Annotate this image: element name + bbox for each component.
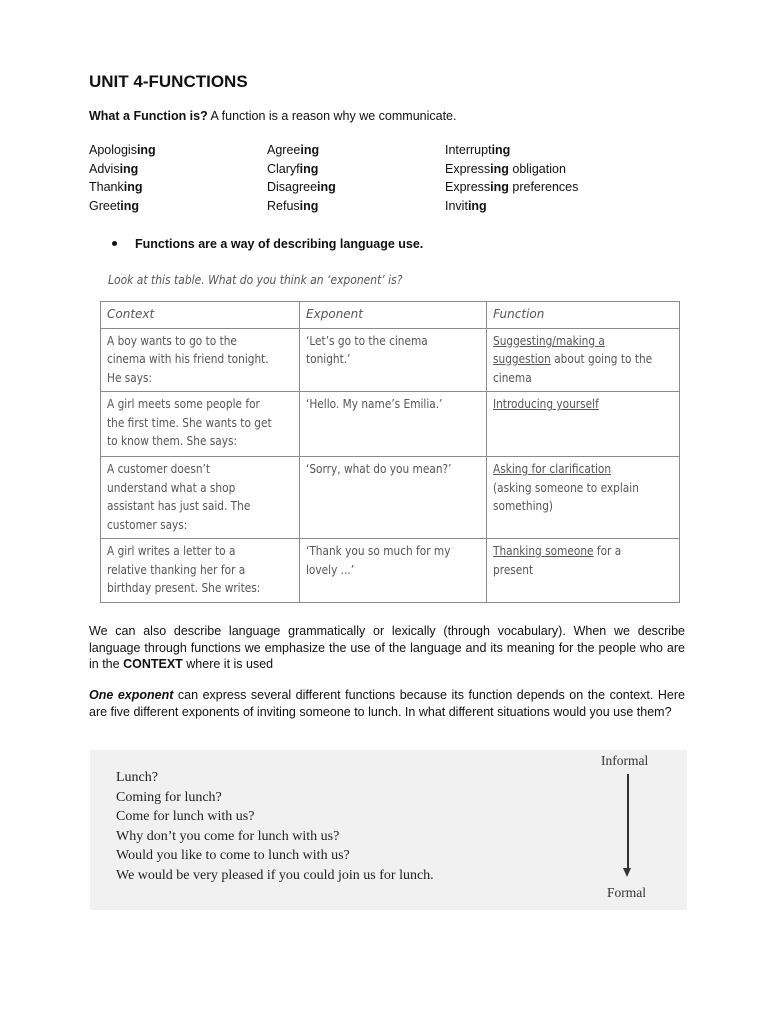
table-prompt: Look at this table. What do you think an ‘exponent’ is? [108, 272, 403, 287]
context-keyword: CONTEXT [123, 657, 183, 671]
function-word [445, 141, 578, 160]
function-word [89, 141, 156, 160]
function-name-underlined: Thanking someone [493, 544, 594, 558]
cell-line: ‘Thank you so much for my [306, 544, 451, 558]
function-word-stem: Agree [267, 143, 301, 157]
function-list-column-2 [267, 141, 336, 215]
function-word-stem: Express [445, 180, 491, 194]
lunch-exponent-line: We would be very pleased if you could join us for lunch. [116, 867, 434, 883]
function-word-suffix: ing [491, 143, 511, 157]
cell-line: A girl writes a letter to a [107, 544, 236, 558]
function-word-rest: preferences [508, 180, 579, 194]
function-word-suffix: ing [119, 161, 139, 176]
function-word [267, 160, 336, 179]
definition-term: What a Function is? [89, 109, 208, 123]
cell-line [493, 542, 621, 561]
table-row [101, 392, 680, 457]
function-word-suffix: ing [299, 198, 319, 213]
cell-line [493, 497, 553, 516]
table-header-row [101, 302, 680, 329]
function-list-column-3 [445, 141, 578, 215]
page-title: UNIT 4-FUNCTIONS [89, 72, 248, 91]
cell-line [493, 460, 611, 479]
lunch-exponents-figure [90, 750, 687, 910]
cell-line [493, 369, 532, 388]
function-word [267, 178, 336, 197]
function-word [267, 197, 336, 216]
function-word-stem: Disagree [267, 180, 318, 194]
table-row [101, 457, 680, 539]
formal-label: Formal [607, 885, 646, 900]
paragraph-context-tail: where it is used [182, 657, 274, 671]
function-name-underlined: Introducing yourself [493, 397, 599, 411]
function-word [445, 178, 578, 197]
cell-line [493, 395, 599, 414]
table-cell-exponent [300, 457, 487, 539]
function-word-suffix: ing [120, 198, 140, 213]
function-word-suffix: ing [490, 161, 509, 176]
function-note: cinema [493, 370, 532, 385]
table-cell-context [101, 539, 300, 603]
informal-label: Informal [601, 753, 649, 768]
header-exponent: Exponent [300, 302, 487, 329]
table-row [101, 328, 680, 392]
cell-line: cinema with his friend tonight. [107, 352, 269, 366]
function-word [89, 178, 156, 197]
bullet-text: Functions are a way of describing language use. [135, 237, 424, 251]
function-word-suffix: ing [317, 180, 336, 194]
table-cell-exponent [300, 539, 487, 603]
cell-line: tonight.’ [306, 352, 351, 366]
table-cell-exponent [300, 328, 487, 392]
function-word-stem: Claryf [267, 161, 300, 176]
header-function: Function [487, 302, 680, 329]
function-word-stem: Advis [89, 161, 120, 176]
table-row [101, 539, 680, 603]
table-cell-function [487, 457, 680, 539]
bullet-dot-icon [112, 241, 117, 246]
lunch-exponent-line: Lunch? [116, 770, 158, 785]
function-note: (asking someone to explain [493, 480, 640, 495]
cell-line [493, 350, 652, 369]
arrow-down-icon [623, 868, 631, 877]
paragraph-context-text: We can also describe language grammatically or lexically (through vocabulary). When we describe language through functions we emphasize the use of the language and its meaning for the people who are in the [89, 624, 685, 671]
function-word [445, 197, 578, 216]
function-word-suffix: ing [299, 161, 319, 176]
lunch-exponent-line: Come for lunch with us? [116, 809, 255, 824]
bullet-point [112, 237, 423, 251]
table-cell-function [487, 539, 680, 603]
cell-line: He says: [107, 370, 153, 385]
functions-example-table [100, 301, 680, 603]
paragraph-exponent [89, 687, 685, 720]
function-note: something) [493, 499, 554, 513]
table-cell-function [487, 328, 680, 392]
exponent-keyword: One exponent [89, 688, 174, 702]
cell-line [493, 561, 533, 580]
definition-text: A function is a reason why we communicate. [207, 109, 457, 123]
paragraph-exponent-text: can express several different functions because its function depends on the context. Here are five different exponents of inviting someone to lunch. In what different situations would you use them? [89, 688, 685, 719]
table-cell-context [101, 392, 300, 457]
cell-line: birthday present. She writes: [107, 581, 261, 595]
lunch-exponent-line: Would you like to come to lunch with us? [116, 848, 350, 863]
cell-line: A customer doesn’t [107, 462, 211, 476]
function-word-stem: Express [445, 161, 491, 176]
function-word-stem: Interrupt [445, 143, 492, 157]
lunch-exponent-line: Coming for lunch? [116, 789, 222, 805]
cell-line: customer says: [107, 517, 188, 532]
cell-line: ‘Hello. My name’s Emilia.’ [306, 397, 443, 411]
cell-line: A boy wants to go to the [107, 333, 237, 348]
function-word-suffix: ing [300, 143, 320, 157]
function-word-stem: Refus [267, 198, 300, 213]
function-word [89, 197, 156, 216]
cell-line: the first time. She wants to get [107, 415, 272, 430]
function-word [89, 160, 156, 179]
table-cell-function [487, 392, 680, 457]
function-word-rest: obligation [508, 161, 566, 176]
cell-line: assistant has just said. The [107, 499, 251, 513]
lunch-exponent-line: Why don’t you come for lunch with us? [116, 828, 340, 844]
paragraph-context [89, 623, 685, 673]
function-name-underlined: Asking for clarification [493, 462, 612, 476]
function-word-stem: Invit [445, 198, 468, 213]
cell-line [493, 332, 605, 351]
cell-line: to know them. She says: [107, 434, 238, 448]
function-note: present [493, 562, 534, 577]
table-cell-context [101, 457, 300, 539]
function-word-suffix: ing [136, 143, 156, 157]
function-word [445, 160, 578, 179]
formality-arrow-line [627, 774, 629, 872]
function-name-underlined: Suggesting/making a [493, 333, 606, 348]
cell-line [493, 479, 639, 498]
function-word [267, 141, 336, 160]
function-word-stem: Apologis [89, 143, 137, 157]
function-definition [89, 109, 457, 123]
function-word-suffix: ing [467, 198, 487, 213]
cell-line: relative thanking her for a [107, 562, 246, 577]
cell-line: ‘Sorry, what do you mean?’ [306, 462, 452, 476]
function-word-stem: Greet [89, 198, 121, 213]
cell-line: A girl meets some people for [107, 397, 260, 411]
function-word-suffix: ing [490, 180, 509, 194]
function-note: for a [593, 544, 622, 558]
cell-line: understand what a shop [107, 480, 236, 495]
function-list-column-1 [89, 141, 156, 215]
cell-line: lovely ...’ [306, 562, 355, 577]
function-word-suffix: ing [123, 180, 143, 194]
function-note: about going to the [550, 352, 653, 366]
function-name-underlined: suggestion [493, 352, 551, 366]
function-word-stem: Thank [89, 180, 124, 194]
cell-line: ‘Let’s go to the cinema [306, 333, 428, 348]
table-cell-exponent [300, 392, 487, 457]
header-context: Context [101, 302, 300, 329]
table-cell-context [101, 328, 300, 392]
